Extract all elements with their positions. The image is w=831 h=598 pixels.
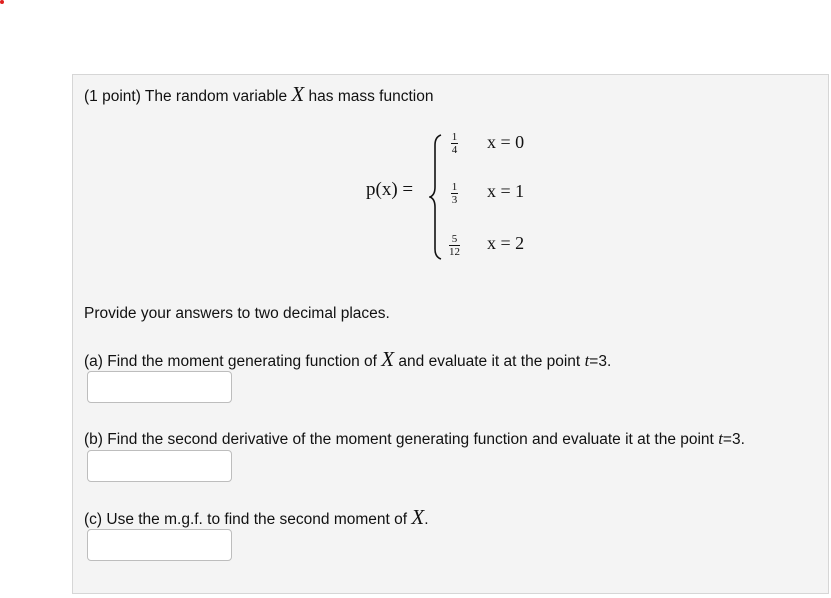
- left-brace: [429, 133, 443, 261]
- instructions: Provide your answers to two decimal places.: [84, 305, 390, 322]
- question-b: (b) Find the second derivative of the moment generating function and evaluate it at the point t=3.: [84, 429, 745, 448]
- condition-x0: x = 0: [487, 132, 525, 152]
- condition-x2: x = 2: [487, 233, 525, 253]
- question-c: (c) Use the m.g.f. to find the second moment of X.: [84, 505, 429, 529]
- answer-a-input[interactable]: [87, 371, 232, 403]
- status-dot: [0, 0, 4, 4]
- problem-panel: [72, 74, 829, 594]
- fraction-one-third: 1 3: [451, 181, 458, 206]
- condition-x1: x = 1: [487, 181, 525, 201]
- pmf-lhs: p(x) =: [366, 179, 414, 200]
- intro-text: The random variable: [144, 88, 288, 105]
- fraction-one-quarter: 1 4: [451, 131, 458, 156]
- variable-x: X: [291, 82, 305, 106]
- answer-b-input[interactable]: [87, 450, 232, 482]
- points-label: (1 point): [84, 88, 141, 105]
- answer-c-input[interactable]: [87, 529, 232, 561]
- variable-t: t: [718, 429, 723, 448]
- variable-x: X: [381, 347, 395, 371]
- variable-x: X: [411, 505, 425, 529]
- problem-header: [84, 84, 433, 106]
- question-a: (a) Find the moment generating function of X and evaluate it at the point t=3.: [84, 347, 612, 371]
- intro-tail-text: has mass function: [308, 88, 434, 105]
- variable-t: t: [584, 351, 590, 370]
- fraction-five-twelfths: 5 12: [449, 233, 460, 258]
